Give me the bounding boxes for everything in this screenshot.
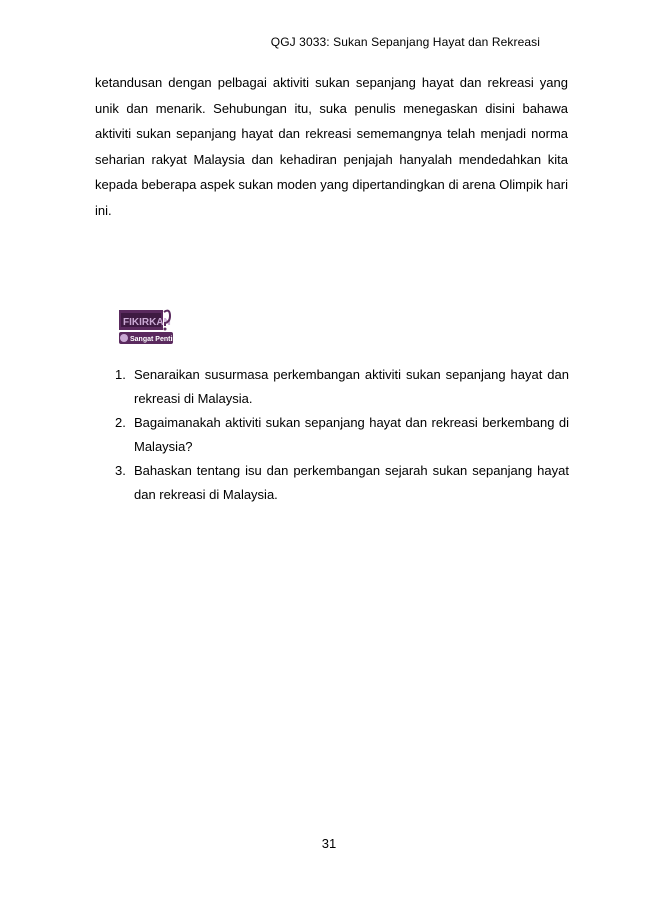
think-logo-graphic [118,306,181,345]
think-logo [118,306,181,345]
list-item [95,411,569,459]
question-number: 2. [115,415,126,430]
logo-text-bottom: Sangat Penting [130,336,181,343]
page-number: 31 [321,836,337,851]
question-number: 1. [115,367,126,382]
list-item [95,363,569,411]
question-text: Bahaskan tentang isu dan perkembangan sejarah sukan sepanjang hayat dan rekreasi di Malaysia. [134,463,569,502]
page-header: QGJ 3033: Sukan Sepanjang Hayat dan Rekreasi [270,35,540,49]
list-item [95,459,569,507]
question-text: Bagaimanakah aktiviti sukan sepanjang hayat dan rekreasi berkembang di Malaysia? [134,415,569,454]
logo-text-top: FIKIRKAN [123,317,171,328]
body-paragraph: ketandusan dengan pelbagai aktiviti sukan sepanjang hayat dan rekreasi yang unik dan menarik. Sehubungan itu, suka penulis menegaskan disini bahawa aktiviti sukan sepanjang hayat dan rekreasi sememangnya telah menjadi norma seharian rakyat Malaysia dan kehadiran penjajah hanyalah mendedahkan kita kepada beberapa aspek sukan moden yang dipertandingkan di arena Olimpik hari ini. [95,75,568,218]
question-text: Senaraikan susurmasa perkembangan aktiviti sukan sepanjang hayat dan rekreasi di Malaysia. [134,367,569,406]
question-list [95,363,569,507]
question-number: 3. [115,463,126,478]
